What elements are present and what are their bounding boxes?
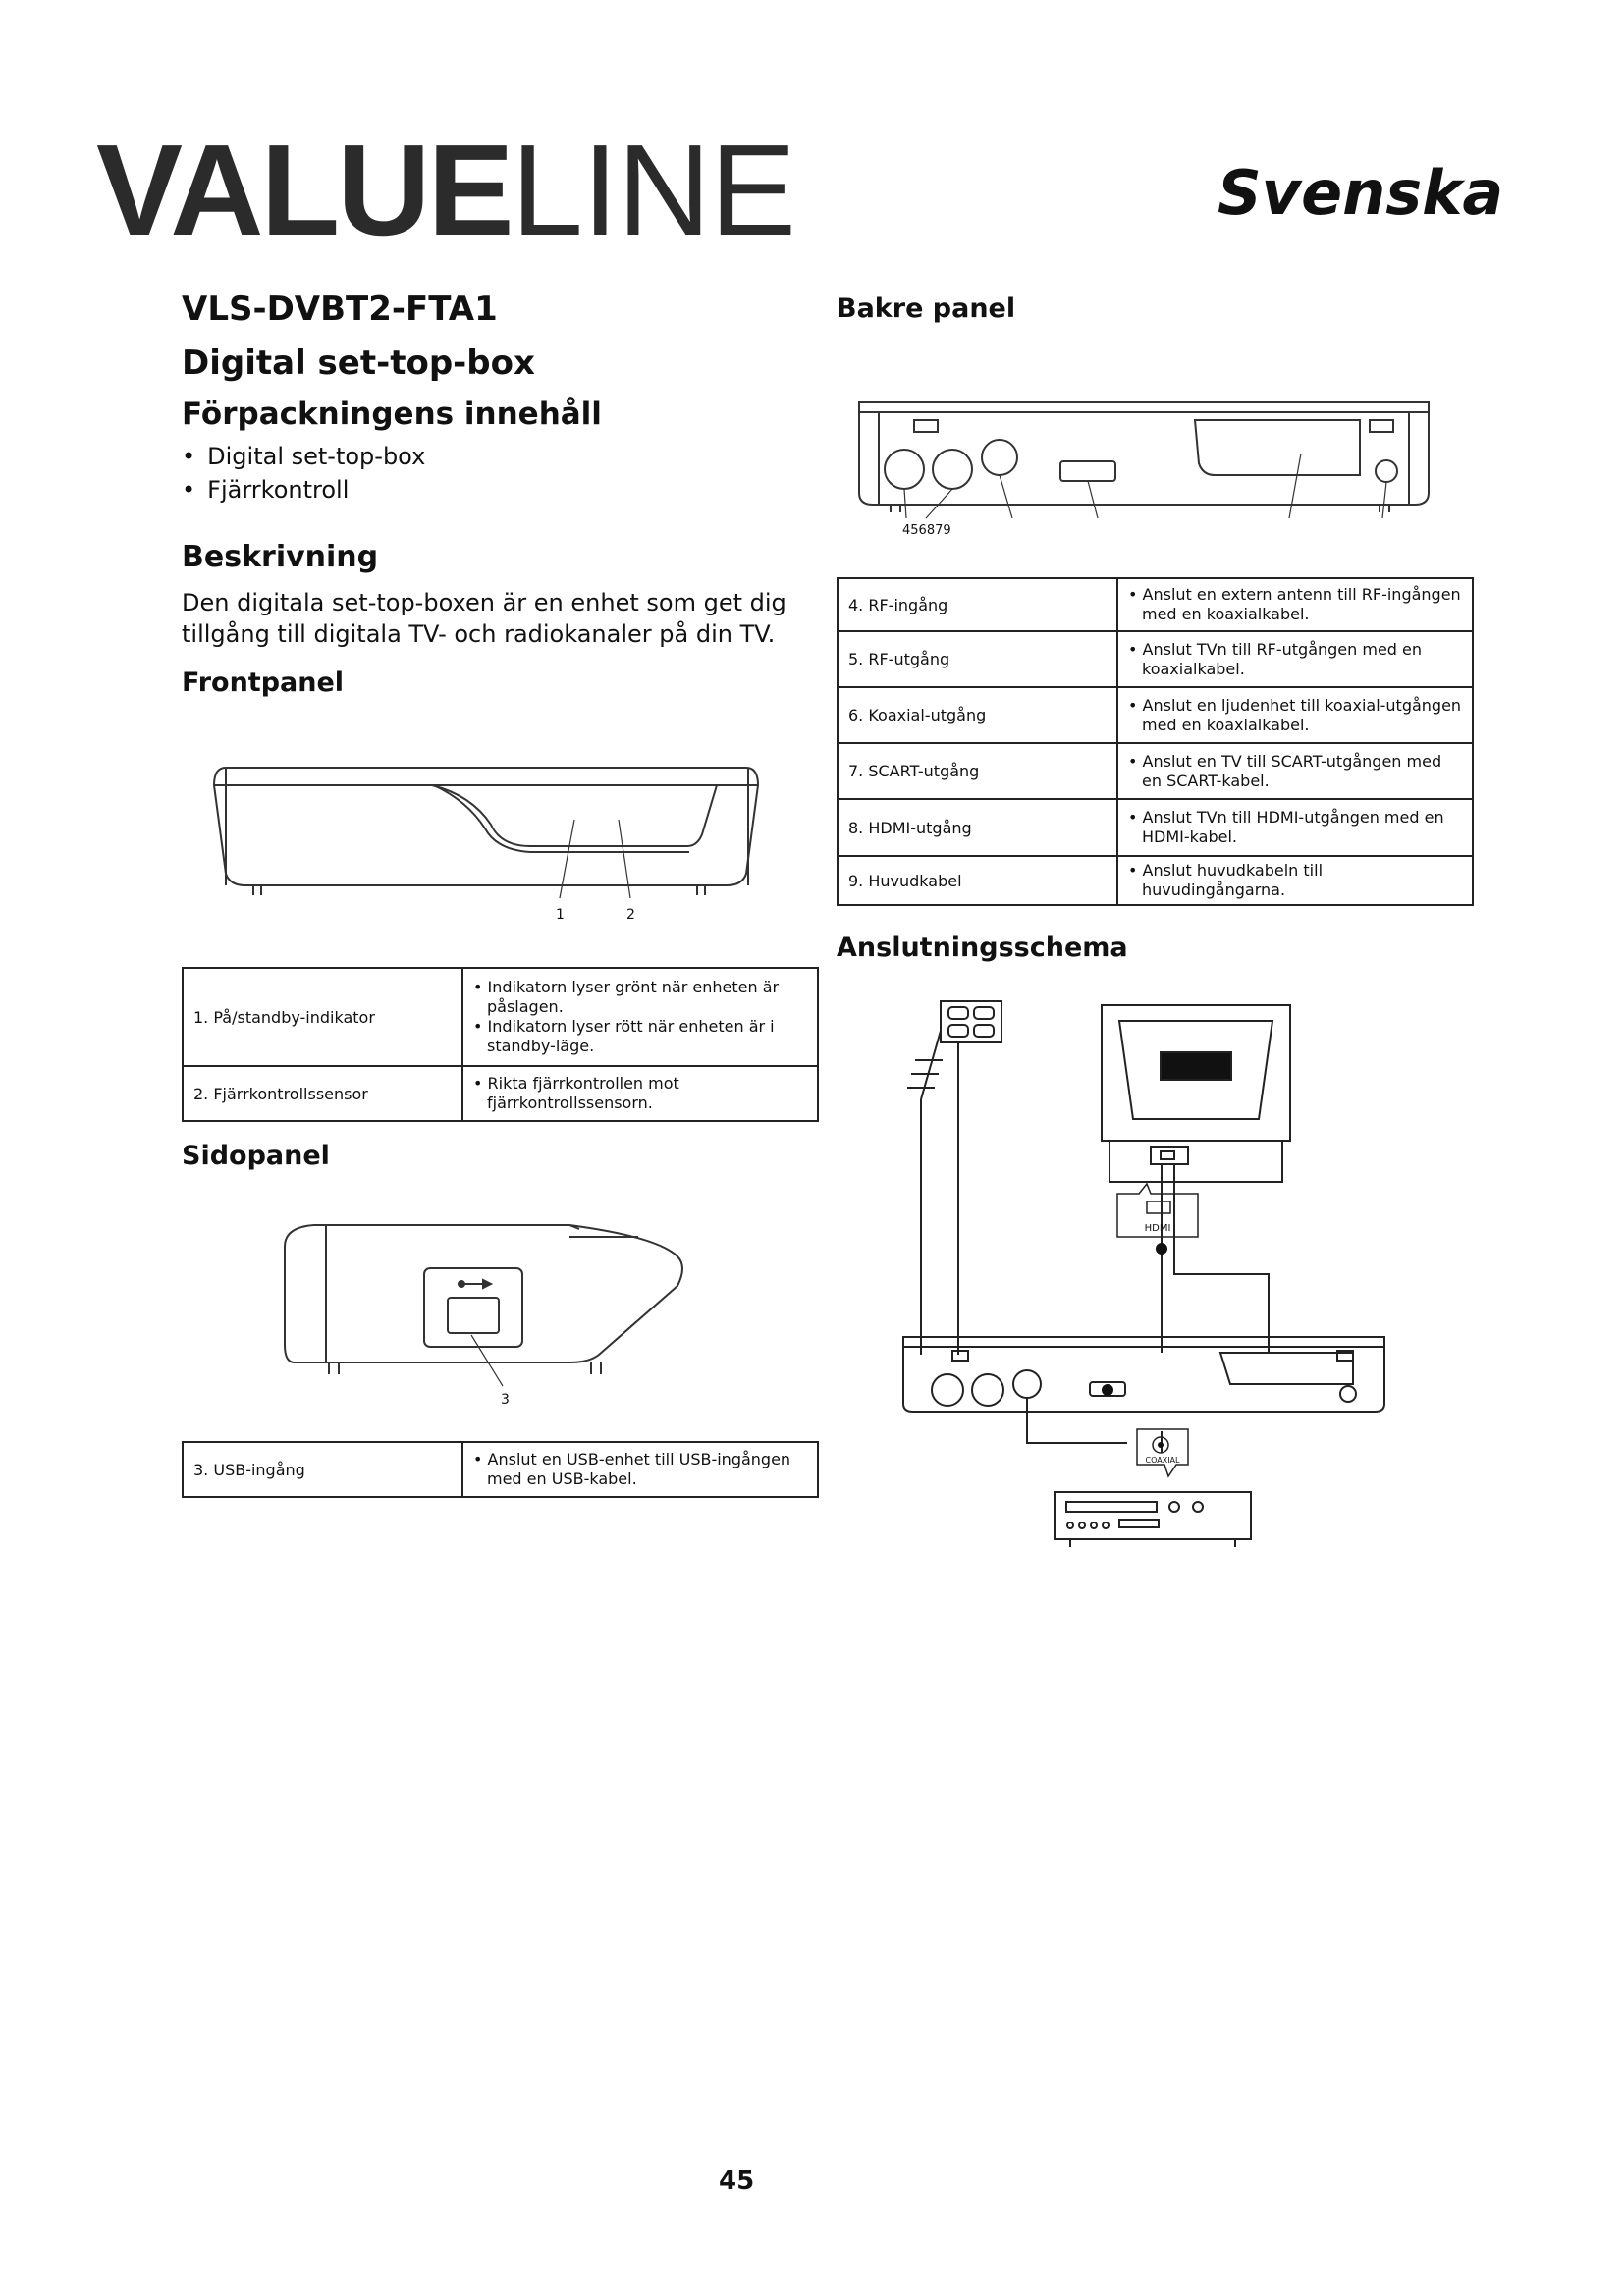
- table-cell-label: 2. Fjärrkontrollssensor: [183, 1066, 462, 1121]
- table-cell-label: 3. USB-ingång: [183, 1442, 462, 1497]
- side-panel-heading: Sidopanel: [182, 1141, 330, 1171]
- list-item: • Digital set-top-box: [182, 440, 425, 473]
- table-cell-label: 9. Huvudkabel: [838, 856, 1117, 905]
- table-cell-notes: [1117, 799, 1473, 856]
- table-row: [183, 968, 818, 1066]
- table-row: [838, 631, 1473, 687]
- rear-panel-heading: Bakre panel: [837, 294, 1016, 324]
- note: • Anslut TVn till HDMI-utgången med en HDMI-kabel.: [1128, 808, 1462, 847]
- note: • Anslut en ljudenhet till koaxial-utgången med en koaxialkabel.: [1128, 696, 1462, 735]
- note: • Indikatorn lyser rött när enheten är i standby-läge.: [473, 1017, 807, 1056]
- table-cell-notes: [1117, 743, 1473, 799]
- brand-logo: [96, 118, 796, 262]
- description-text: Den digitala set-top-boxen är en enhet som get dig tillgång till digitala TV- och radiokanaler på din TV.: [182, 589, 786, 648]
- table-row: [838, 799, 1473, 856]
- product-heading: Digital set-top-box: [182, 344, 535, 383]
- table-cell-notes: [1117, 578, 1473, 631]
- contents-list: [182, 440, 425, 507]
- front-panel-heading: Frontpanel: [182, 667, 345, 698]
- side-panel-table: [182, 1441, 819, 1498]
- table-cell-notes: [1117, 687, 1473, 743]
- table-cell-label: 1. På/standby-indikator: [183, 968, 462, 1066]
- table-cell-notes: [1117, 856, 1473, 905]
- table-row: [838, 743, 1473, 799]
- table-cell-label: 4. RF-ingång: [838, 578, 1117, 631]
- table-cell-notes: [1117, 631, 1473, 687]
- callout-3: 3: [501, 1392, 510, 1408]
- model-heading: VLS-DVBT2-FTA1: [182, 290, 498, 329]
- table-cell-label: 8. HDMI-utgång: [838, 799, 1117, 856]
- callout-2: 2: [626, 907, 635, 923]
- audio-receiver: [1055, 1492, 1251, 1539]
- front-panel-illustration: [206, 756, 766, 928]
- brand-logo-bold: VALUE: [96, 118, 512, 262]
- page-number: 45: [719, 2166, 755, 2196]
- note: • Anslut huvudkabeln till huvudingångarna.: [1128, 861, 1462, 900]
- coaxial-label: COAXIAL: [1145, 1456, 1180, 1465]
- contents-heading: Förpackningens innehåll: [182, 397, 602, 432]
- table-cell-label: 5. RF-utgång: [838, 631, 1117, 687]
- connection-diagram: [893, 991, 1394, 1551]
- hdmi-label: HDMI: [1144, 1223, 1171, 1234]
- table-cell-label: 7. SCART-utgång: [838, 743, 1117, 799]
- description-heading: Beskrivning: [182, 540, 379, 574]
- list-item: • Fjärrkontroll: [182, 473, 425, 507]
- note: • Rikta fjärrkontrollen mot fjärrkontrollssensorn.: [473, 1074, 807, 1113]
- brand-logo-light: LINE: [511, 118, 796, 262]
- table-cell-label: 6. Koaxial-utgång: [838, 687, 1117, 743]
- note: • Indikatorn lyser grönt när enheten är påslagen.: [473, 978, 807, 1017]
- table-cell-notes: [462, 1442, 818, 1497]
- table-row: [838, 578, 1473, 631]
- rear-callouts: 456879: [902, 523, 951, 538]
- language-title: Svenska: [1218, 157, 1504, 229]
- table-row: [183, 1066, 818, 1121]
- rear-panel-illustration: [849, 395, 1438, 542]
- connection-heading: Anslutningsschema: [837, 933, 1128, 963]
- table-cell-notes: [462, 968, 818, 1066]
- table-row: [838, 687, 1473, 743]
- callout-1: 1: [556, 907, 565, 923]
- front-panel-table: [182, 967, 819, 1122]
- note: • Anslut en TV till SCART-utgången med en SCART-kabel.: [1128, 752, 1462, 791]
- note: • Anslut en extern antenn till RF-ingången med en koaxialkabel.: [1128, 585, 1462, 624]
- table-row: [838, 856, 1473, 905]
- table-row: [183, 1442, 818, 1497]
- rear-panel-table: [837, 577, 1474, 906]
- table-cell-notes: [462, 1066, 818, 1121]
- note: • Anslut en USB-enhet till USB-ingången med en USB-kabel.: [473, 1450, 807, 1489]
- set-top-box: [903, 1337, 1384, 1347]
- note: • Anslut TVn till RF-utgången med en koaxialkabel.: [1128, 640, 1462, 679]
- side-panel-illustration: [275, 1217, 687, 1414]
